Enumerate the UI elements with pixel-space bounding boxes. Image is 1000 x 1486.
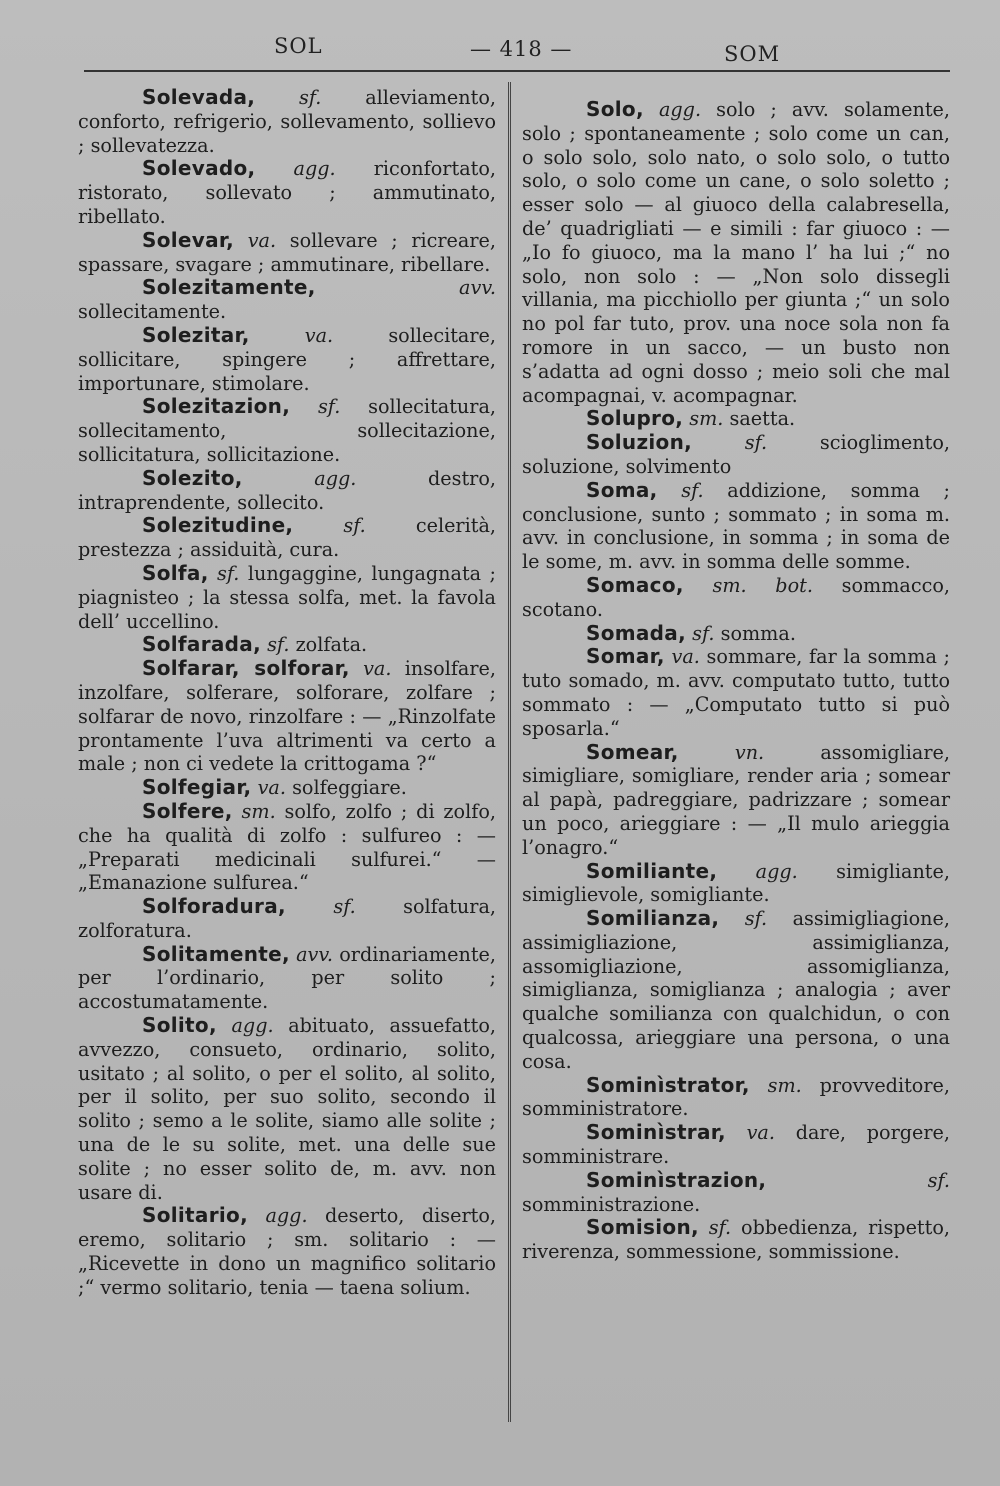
- entry-headword: Solezito,: [142, 465, 243, 490]
- entry-grammar: avv.: [459, 276, 496, 300]
- entry-definition: dare, porgere, somministrare.: [522, 1121, 950, 1169]
- entry-definition: sollevare ; ricreare, spassare, svagare ; ammutinare, ribellare.: [78, 228, 496, 276]
- dictionary-entry: [78, 86, 496, 157]
- entry-headword: Solezitar,: [142, 322, 250, 347]
- dictionary-entry: [78, 514, 496, 562]
- dictionary-entry: [78, 276, 496, 324]
- entry-grammar: sm.: [241, 799, 276, 823]
- entry-grammar: sf.: [317, 395, 341, 419]
- entry-headword: Solezitazion,: [142, 394, 291, 419]
- entry-definition: simigliante, simiglievole, somigliante.: [522, 859, 950, 907]
- entry-definition: sollecitamente.: [78, 300, 227, 324]
- dictionary-entry: [522, 98, 950, 407]
- entry-grammar: sf.: [217, 561, 240, 585]
- entry-headword: Soma,: [586, 477, 658, 502]
- entry-definition: assimigliagione, assimigliazione, assimiglianza, assomigliazione, assomiglianza, simiglianza, somiglianza ; analogia ; aver qualche somilianza con qualchidun, o con qualcossa, arieggiare una persona, o una cosa.: [522, 907, 950, 1073]
- dictionary-entry: [522, 1216, 950, 1264]
- page-header: [0, 30, 1000, 80]
- header-rule: [84, 70, 950, 72]
- entry-headword: Somision,: [586, 1215, 699, 1240]
- entry-headword: Solo,: [586, 97, 644, 121]
- dictionary-entry: [78, 657, 496, 776]
- entry-definition: somministrazione.: [522, 1192, 701, 1216]
- entry-headword: Solfarada,: [142, 632, 261, 657]
- entry-headword: Solfarar, solforar,: [142, 656, 350, 681]
- entry-headword: Solitamente,: [142, 941, 290, 966]
- entry-definition: alleviamento, conforto, refrigerio, sollevamento, sollievo ; sollevatezza.: [78, 86, 496, 157]
- entry-grammar: vn.: [734, 740, 765, 764]
- header-right-guide: SOM: [724, 42, 781, 66]
- entry-grammar: sf.: [708, 1216, 732, 1240]
- dictionary-entry: [78, 1204, 496, 1299]
- dictionary-entry: [522, 622, 950, 646]
- entry-definition: deserto, diserto, eremo, solitario ; sm. solitario : — „Ricevette in dono un magnifico solitario ;“ vermo solitario, tenia — taena solium.: [78, 1204, 496, 1299]
- entry-definition: riconfortato, ristorato, sollevato ; ammutinato, ribellato.: [78, 157, 496, 228]
- entry-headword: Solfegiar,: [142, 775, 252, 800]
- dictionary-entry: [78, 895, 496, 943]
- entry-grammar: agg.: [658, 98, 702, 121]
- dictionary-entry: [522, 574, 950, 622]
- entry-headword: Somaco,: [586, 572, 684, 597]
- entry-definition: sommare, far la somma ; tuto somado, m. avv. computato tutto, tutto sommato : — „Computato tutto si può sposarla.“: [522, 645, 951, 740]
- dictionary-entry: [78, 633, 496, 657]
- entry-headword: Solitario,: [142, 1203, 248, 1228]
- left-column: [78, 86, 496, 1300]
- entry-headword: Solezitudine,: [142, 513, 294, 538]
- entry-grammar: va.: [304, 323, 334, 347]
- entry-headword: Sominìstrator,: [586, 1072, 750, 1097]
- dictionary-entry: [78, 324, 496, 395]
- dictionary-entry: [522, 860, 950, 908]
- entry-grammar: sf.: [333, 895, 356, 919]
- dictionary-entry: [522, 1121, 950, 1169]
- dictionary-entry: [78, 157, 496, 228]
- entry-definition: saetta.: [729, 407, 796, 431]
- entry-headword: Solforadura,: [142, 894, 286, 919]
- entry-headword: Solfere,: [142, 798, 233, 823]
- entry-grammar: agg.: [755, 859, 798, 883]
- entry-headword: Solupro,: [586, 406, 684, 431]
- entry-headword: Somilianza,: [586, 906, 720, 931]
- entry-headword: Solito,: [142, 1013, 217, 1038]
- dictionary-entry: [78, 467, 496, 515]
- entry-grammar: va.: [671, 645, 700, 669]
- entry-grammar: sf.: [267, 633, 290, 657]
- entry-definition: addizione, somma ; conclusione, sunto ; sommato ; in soma m. avv. in conclusione, in somma ; in soma de le some, m. avv. in somma delle somme.: [522, 478, 950, 574]
- dictionary-entry: [522, 1074, 950, 1122]
- entry-grammar: sm. bot.: [712, 573, 813, 597]
- entry-headword: Soluzion,: [586, 430, 693, 455]
- entry-definition: obbedienza, rispetto, riverenza, sommessione, sommissione.: [522, 1216, 950, 1264]
- entry-definition: destro, intraprendente, sollecito.: [78, 466, 496, 514]
- entry-grammar: va.: [257, 776, 286, 800]
- entry-definition: sollecitare, sollicitare, spingere ; affrettare, importunare, stimolare.: [78, 323, 496, 395]
- dictionary-entry: [522, 907, 950, 1074]
- dictionary-entry: [522, 741, 950, 860]
- entry-definition: somma.: [720, 621, 796, 645]
- entry-grammar: sf.: [681, 478, 704, 502]
- dictionary-entry: [522, 431, 950, 479]
- entry-grammar: sf.: [299, 86, 322, 109]
- entry-definition: assomigliare, simigliare, somigliare, render aria ; somear al papà, padreggiare, padrizzare ; somear un poco, arieggiare : — „Il mulo arieggia l’onagro.“: [522, 740, 950, 859]
- entry-headword: Sominìstrazion,: [586, 1167, 767, 1192]
- entry-headword: Somear,: [586, 739, 679, 764]
- entry-grammar: agg.: [265, 1204, 308, 1228]
- entry-grammar: va.: [363, 657, 392, 681]
- entry-grammar: sm.: [767, 1073, 802, 1097]
- entry-headword: Somada,: [586, 620, 686, 645]
- entry-definition: provveditore, somministratore.: [522, 1073, 950, 1121]
- dictionary-entry: [78, 395, 496, 466]
- entry-grammar: sf.: [692, 621, 715, 645]
- entry-headword: Solevada,: [142, 85, 256, 109]
- entry-headword: Somiliante,: [586, 858, 718, 883]
- entry-definition: solfeggiare.: [292, 776, 407, 800]
- dictionary-entry: [522, 1169, 950, 1217]
- dictionary-entry: [522, 407, 950, 431]
- dictionary-entry: [522, 479, 950, 574]
- dictionary-entry: [78, 229, 496, 277]
- entry-definition: solfo, zolfo ; di zolfo, che ha qualità di zolfo : sulfureo : — „Preparati medicinali sulfurei.“ — „Emanazione sulfurea.“: [78, 799, 496, 895]
- entry-definition: ordinariamente, per l’ordinario, per solito ; accostumatamente.: [78, 942, 496, 1014]
- column-divider: [508, 82, 511, 1422]
- header-left-guide: SOL: [274, 34, 323, 58]
- entry-grammar: agg.: [293, 157, 336, 181]
- entry-definition: scioglimento, soluzione, solvimento: [522, 431, 950, 478]
- dictionary-entry: [78, 800, 496, 895]
- entry-grammar: sf.: [744, 431, 768, 455]
- entry-definition: insolfare, inzolfare, solferare, solforare, zolfare ; solfarar de novo, rinzolfare : — „Rinzolfate prontamente l’uva altrimenti va certo a male ; non ci vedete la crittogama ?“: [78, 657, 496, 776]
- entry-definition: celerità, prestezza ; assiduità, cura.: [78, 514, 496, 562]
- right-column: [522, 98, 950, 1264]
- dictionary-entry: [78, 1014, 496, 1204]
- entry-definition: sollecitatura, sollecitamento, sollecitazione, sollicitatura, sollicitazione.: [78, 395, 496, 466]
- entry-headword: Solfa,: [142, 560, 209, 585]
- entry-headword: Somar,: [586, 644, 665, 669]
- dictionary-entry: [78, 943, 496, 1014]
- entry-headword: Solevar,: [142, 227, 235, 252]
- entry-grammar: va.: [247, 228, 277, 252]
- entry-grammar: avv.: [296, 942, 334, 966]
- entry-headword: Solezitamente,: [142, 275, 316, 300]
- entry-grammar: va.: [746, 1121, 775, 1145]
- entry-grammar: sf.: [343, 514, 366, 538]
- entry-grammar: agg.: [231, 1014, 274, 1038]
- entry-headword: Sominìstrar,: [586, 1120, 726, 1145]
- entry-headword: Solevado,: [142, 156, 256, 181]
- entry-definition: lungaggine, lungagnata ; piagnisteo ; la stessa solfa, met. la favola dell’ uccellino.: [78, 561, 496, 633]
- entry-definition: abituato, assuefatto, avvezzo, consueto, ordinario, solito, usitato ; al solito, o per el solito, al solito, per il solito, per suo solito, secondo il solito ; semo a le solite, siamo alle solite ; una de le su solite, met. una delle sue solite ; no esser solito de, m. avv. non usare di.: [78, 1014, 496, 1204]
- entry-grammar: sf.: [744, 907, 768, 931]
- entry-definition: solfatura, zolforatura.: [78, 895, 496, 942]
- entry-definition: zolfata.: [295, 633, 368, 657]
- entry-grammar: agg.: [314, 466, 357, 490]
- page-number: — 418 —: [470, 37, 573, 61]
- dictionary-entry: [78, 776, 496, 800]
- entry-grammar: sm.: [689, 407, 724, 431]
- entry-definition: sommacco, scotano.: [522, 573, 950, 621]
- entry-definition: solo ; avv. solamente, solo ; spontaneamente ; solo come un can, o solo solo, solo nato, o solo solo, o tutto solo, o solo come un cane, o solo soletto ; esser solo — al giuoco della calabresella, de’ quadrigliati — e simili : far giuoco : — „Io fo giuoco, ma la mano l’ ha lui ;“ no solo, non solo : — „Non solo dissegli villania, ma picchiollo per giunta ;“ un solo no pol far tuto, prov. una noce sola non fa romore in un sacco, — un busto non s’adatta ad ogni dosso ; meio soli che mal acompagnai, v. acompagnar.: [522, 98, 950, 407]
- dictionary-entry: [78, 562, 496, 633]
- dictionary-entry: [522, 645, 950, 740]
- entry-grammar: sf.: [927, 1168, 950, 1192]
